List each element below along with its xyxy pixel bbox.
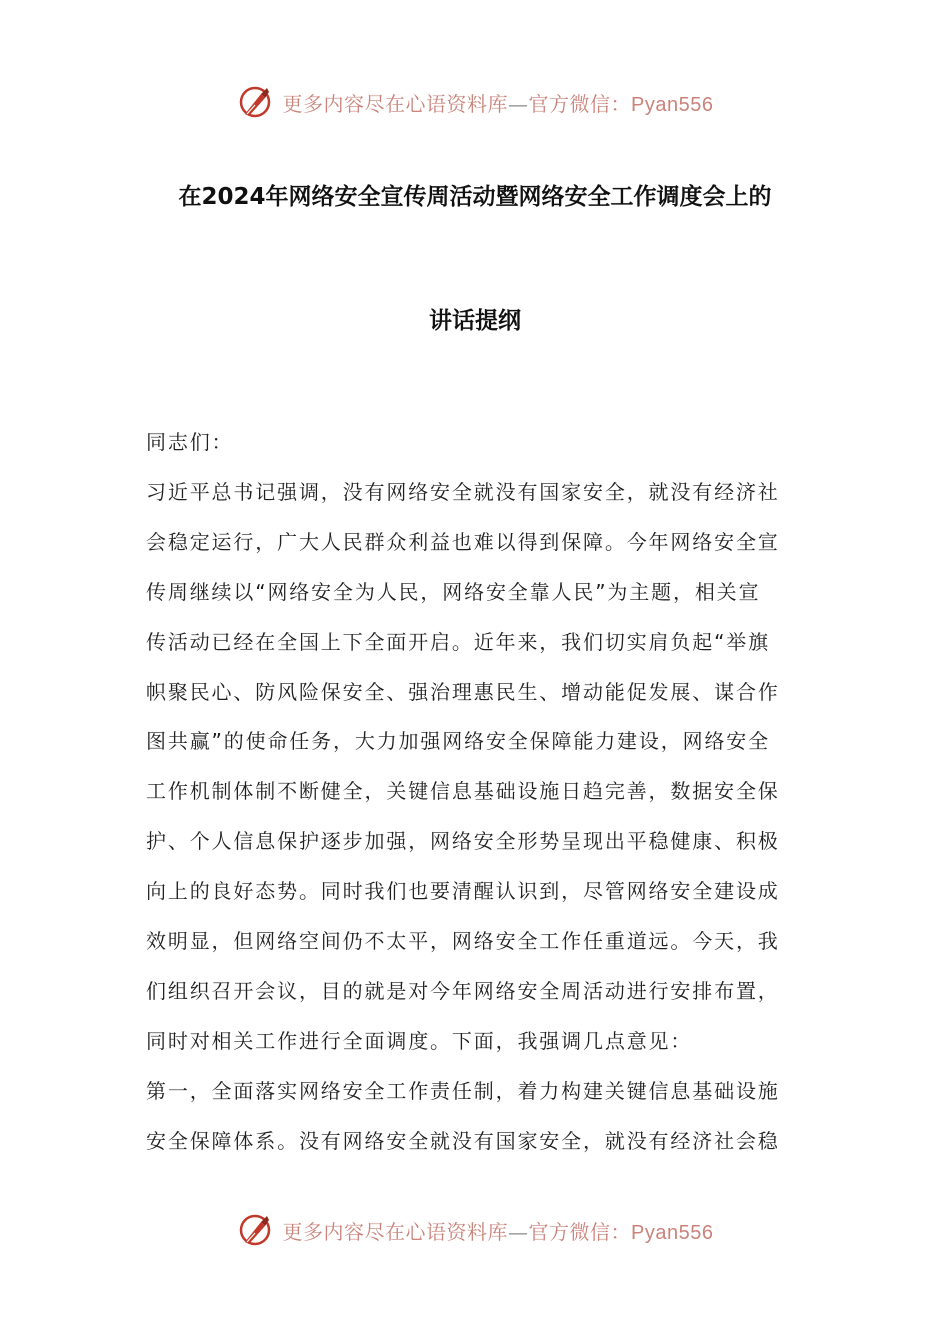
pen-nib-logo-icon (237, 84, 273, 120)
banner-dash: — (508, 1219, 529, 1244)
banner-text (283, 88, 714, 117)
body-line: 帜聚民心、防风险保安全、强治理惠民生、增动能促发展、谋合作 (146, 679, 780, 704)
body-line: 传活动已经在全国上下全面开启。近年来，我们切实肩负起“举旗 (146, 629, 771, 654)
body-line: 工作机制体制不断健全，关键信息基础设施日趋完善，数据安全保 (146, 779, 780, 804)
body-line: 效明显，但网络空间仍不太平，网络安全工作任重道远。今天，我 (146, 929, 780, 954)
body-line: 第一，全面落实网络安全工作责任制，着力构建关键信息基础设施 (146, 1078, 780, 1103)
body-line: 会稳定运行，广大人民群众利益也难以得到保障。今年网络安全宣 (146, 529, 780, 554)
banner-main-text: 更多内容尽在心语资料库 (282, 91, 509, 116)
body-line: 们组织召开会议，目的就是对今年网络安全周活动进行安排布置， (146, 978, 780, 1003)
body-line: 图共赢”的使命任务，大力加强网络安全保障能力建设，网络安全 (146, 729, 771, 754)
document-title-line-1: 在2024年网络安全宣传周活动暨网络安全工作调度会上的 (178, 184, 772, 210)
body-line: 同时对相关工作进行全面调度。下面，我强调几点意见： (146, 1028, 693, 1053)
banner-official-text: 官方微信： (528, 1219, 632, 1244)
banner-main-text: 更多内容尽在心语资料库 (282, 1219, 509, 1244)
header-banner (0, 80, 950, 124)
body-line: 安全保障体系。没有网络安全就没有国家安全，就没有经济社会稳 (146, 1128, 780, 1153)
banner-wechat-id: Pyan556 (631, 1221, 714, 1244)
banner-official-text: 官方微信： (528, 91, 632, 116)
document-title-line-2: 讲话提纲 (429, 308, 521, 334)
body-line: 习近平总书记强调，没有网络安全就没有国家安全，就没有经济社 (146, 479, 780, 504)
salutation: 同志们： (146, 430, 234, 454)
body-line: 向上的良好态势。同时我们也要清醒认识到，尽管网络安全建设成 (146, 879, 780, 904)
document-body (146, 418, 806, 1167)
body-line: 护、个人信息保护逐步加强，网络安全形势呈现出平稳健康、积极 (146, 829, 780, 854)
banner-dash: — (508, 91, 529, 116)
pen-nib-logo-icon (237, 1212, 273, 1248)
footer-banner (0, 1208, 950, 1252)
body-line: 传周继续以“网络安全为人民，网络安全靠人民”为主题，相关宣 (146, 579, 761, 604)
banner-wechat-id: Pyan556 (631, 93, 714, 116)
banner-text (283, 1216, 714, 1245)
